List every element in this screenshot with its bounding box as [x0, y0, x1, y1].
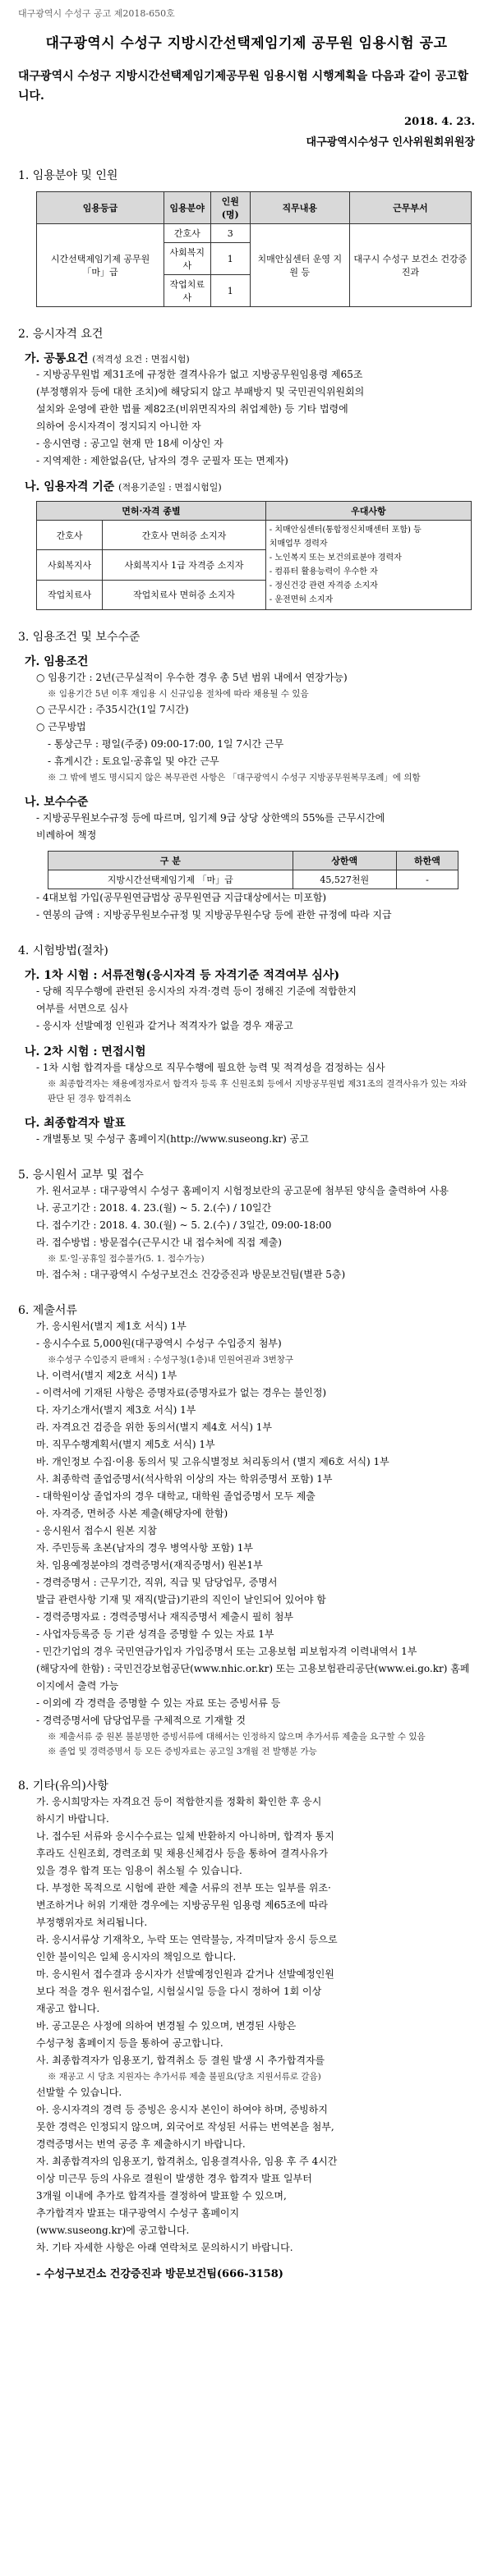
table-cell: 사회복지사: [37, 550, 103, 580]
table-cell: [265, 521, 471, 610]
table-header: 구 분: [48, 852, 293, 870]
text-line: 자. 최종합격자의 임용포기, 합격취소, 임용결격사유, 임용 후 주 4시간: [36, 2156, 338, 2167]
table-header: 근무부서: [349, 192, 471, 224]
table-header: 인원(명): [210, 192, 250, 224]
text-line: 추가합격자 발표는 대구광역시 수성구 홈페이지: [36, 2207, 240, 2219]
table-cell: 간호사: [37, 521, 103, 550]
schedule-line: 가. 원서교부 : 대구광역시 수성구 홈페이지 시험정보란의 공고문에 첨부된 양식을 출력하여 사용: [36, 1185, 449, 1196]
text-line: - 응시자 선발예정 인원과 같거나 적격자가 없을 경우 재공고: [36, 1020, 293, 1031]
schedule-line: 나. 공고기간 : 2018. 4. 23.(월) ~ 5. 2.(수) / 10일간: [36, 1202, 272, 1214]
section-heading: 4. 시험방법(절차): [18, 944, 108, 957]
text-line: 다. 자기소개서(별지 제3호 서식) 1부: [36, 1404, 196, 1416]
text-line: - 경력증명서 : 근무기간, 직위, 직급 및 담당업무, 증명서: [36, 1577, 278, 1588]
text-line: - 개별통보 및 수성구 홈페이지(http://www.suseong.kr) 공고: [36, 1133, 309, 1145]
text-line: - 지역제한 : 제한없음(단, 남자의 경우 군필자 또는 면제자): [36, 455, 288, 466]
table-cell: 1: [210, 275, 250, 307]
subsection-note: (적용기준일 : 면접시험일): [118, 482, 222, 493]
table-cell: 간호사 면허증 소지자: [103, 521, 266, 550]
table-header: 임용등급: [37, 192, 164, 224]
text-line: 사. 최종합격자가 임용포기, 합격취소 등 결원 발생 시 추가합격자를: [36, 2055, 325, 2066]
text-line: - 응시연령 : 공고일 현재 만 18세 이상인 자: [36, 438, 223, 449]
text-line: 아. 자격증, 면허증 사본 제출(해당자에 한함): [36, 1508, 228, 1519]
text-line: 부정행위자로 처리됩니다.: [36, 1917, 148, 1928]
note-line: ※ 제출서류 중 원본 불분명한 증빙서류에 대해서는 인정하지 않으며 추가서류 제출을 요구할 수 있음: [48, 1732, 426, 1742]
table-header: 직무내용: [250, 192, 349, 224]
issuing-agency: 대구광역시수성구 인사위원회위원장: [306, 136, 475, 149]
text-line: 재공고 합니다.: [36, 2003, 100, 2014]
subsection-heading: 가. 임용조건: [25, 655, 89, 668]
table-cell: 시간선택제임기제 공무원「마」급: [37, 224, 164, 307]
text-line: 변조하거나 허위 기재한 경우에는 지방공무원 임용령 제65조에 따라: [36, 1899, 328, 1911]
text-line: - 4대보험 가입(공무원연금법상 공무원연금 지급대상에서는 미포함): [36, 892, 327, 903]
page-title: 대구광역시 수성구 지방시간선택제임기제 공무원 임용시험 공고: [45, 35, 448, 52]
text-line: - 이력서에 기재된 사항은 증명자료(증명자료가 없는 경우는 불인정): [36, 1387, 327, 1398]
section-heading: 1. 임용분야 및 인원: [18, 169, 118, 182]
text-line: - 경력증명서에 담당업무를 구체적으로 기재할 것: [36, 1715, 246, 1726]
preference-item: - 컴퓨터 활용능력이 우수한 자: [269, 567, 378, 576]
text-line: - 1차 시험 합격자를 대상으로 직무수행에 필요한 능력 및 적격성을 검정하는 심사: [36, 1062, 385, 1073]
text-line: 비례하여 책정: [36, 829, 97, 841]
note-line: ※ 토·일·공휴일 접수불가(5. 1. 접수가능): [48, 1254, 205, 1264]
text-line: 마. 응시원서 접수결과 응시자가 선발예정인원과 같거나 선발예정인원: [36, 1968, 334, 1980]
subsection-title: 가. 공통요건: [25, 352, 89, 365]
text-line: 선발할 수 있습니다.: [36, 2087, 122, 2098]
text-line: 후라도 신원조회, 경력조회 및 채용신체검사 등을 통하여 결격사유가: [36, 1848, 329, 1859]
preference-item: - 노인복지 또는 보건의료분야 경력자: [269, 553, 402, 562]
text-line: 설치와 운영에 관한 법률 제82조(비위면직자의 취업제한) 등 기타 법령에: [36, 403, 348, 415]
section-heading: 6. 제출서류: [18, 1304, 77, 1317]
subsection-heading: 다. 최종합격자 발표: [25, 1117, 126, 1130]
subsection-title: 나. 임용자격 기준: [25, 480, 115, 494]
text-line: - 통상근무 : 평일(주중) 09:00-17:00, 1일 7시간 근무: [48, 738, 284, 750]
table-header: 면허·자격 종별: [37, 502, 266, 521]
text-line: 의하여 응시자격이 정지되지 아니한 자: [36, 420, 201, 432]
subsection-heading: 가. 1차 시험 : 서류전형(응시자격 등 자격기준 적격여부 심사): [25, 969, 340, 982]
note-line: ※ 최종합격자는 채용예정자로서 합격자 등록 후 신원조회 등에서 지방공무원법 제31조의 결격사유가 있는 자와: [48, 1079, 468, 1089]
subsection-heading: 나. 보수수준: [25, 796, 89, 809]
note-line: ※수성구 수입증지 판매처 : 수성구청(1층)내 민원여권과 3번창구: [48, 1355, 294, 1365]
preference-item: - 운전면허 소지자: [269, 595, 334, 604]
subsection-heading: [25, 350, 475, 366]
text-line: 나. 접수된 서류와 응시수수료는 일체 반환하지 아니하며, 합격자 통지: [36, 1830, 334, 1842]
section-heading: 8. 기타(유의)사항: [18, 1779, 108, 1793]
subsection-note: (적격성 요건 : 면접시험): [92, 354, 190, 365]
note-line: ※ 졸업 및 경력증명서 등 모든 증빙자료는 공고일 3개월 전 발행분 가능: [48, 1747, 317, 1756]
qualification-table: [36, 501, 472, 610]
text-line: 자. 주민등록 초본(남자의 경우 병역사항 포함) 1부: [36, 1542, 253, 1554]
text-line: 수성구청 홈페이지 등을 통하여 공고합니다.: [36, 2037, 223, 2049]
text-line: 다. 부정한 목적으로 시험에 관한 제출 서류의 전부 또는 일부를 위조·: [36, 1882, 331, 1894]
text-line: - 사업자등록증 등 기관 성격을 증명할 수 있는 자료 1부: [36, 1628, 274, 1640]
text-line: 차. 임용예정분야의 경력증명서(재직증명서) 원본1부: [36, 1559, 263, 1571]
text-line: - 대학원이상 졸업자의 경우 대학교, 대학원 졸업증명서 모두 제출: [36, 1490, 316, 1502]
table-header: 우대사항: [265, 502, 471, 521]
text-line: 바. 개인정보 수집·이용 동의서 및 고유식별정보 처리동의서 (별지 제6호 서식) 1부: [36, 1456, 389, 1467]
text-line: ○ 근무시간 : 주35시간(1일 7시간): [36, 704, 189, 715]
text-line: 발급 관련사항 기재 및 재직(발급)기관의 직인이 날인되어 있어야 함: [36, 1594, 326, 1605]
table-cell: 간호사: [164, 224, 210, 243]
text-line: 보다 적을 경우 원서접수일, 시험실시일 등을 다시 정하여 1회 이상: [36, 1986, 322, 1997]
table-header: 하한액: [396, 852, 458, 870]
position-table: [36, 191, 472, 307]
subsection-heading: 나. 2차 시험 : 면접시험: [25, 1045, 146, 1058]
notice-date: 2018. 4. 23.: [404, 116, 475, 128]
schedule-line: 마. 접수처 : 대구광역시 수성구보건소 건강증진과 방문보건팀(별관 5층): [36, 1269, 346, 1280]
text-line: 가. 응시희망자는 자격요건 등이 적합한지를 정확히 확인한 후 응시: [36, 1796, 322, 1807]
section-heading: 5. 응시원서 교부 및 접수: [18, 1169, 144, 1182]
table-cell: -: [396, 870, 458, 889]
subsection-heading: [25, 478, 475, 494]
text-line: - 당해 직무수행에 관련된 응시자의 자격·경력 등이 정해진 기준에 적합한지: [36, 985, 357, 997]
document-reference: 대구광역시 수성구 공고 제2018-650호: [18, 8, 175, 19]
table-cell: 지방시간선택제임기제 「마」급: [48, 870, 293, 889]
text-line: (해당자에 한함) : 국민건강보험공단(www.nhic.or.kr) 또는 고용보험관리공단(www.ei.go.kr) 홈페이지에서 출력 가능: [36, 1663, 470, 1692]
text-line: 아. 응시자격의 경력 등 증빙은 응시자 본인이 하여야 하며, 증빙하지: [36, 2104, 328, 2115]
text-line: 차. 기타 자세한 사항은 아래 연락처로 문의하시기 바랍니다.: [36, 2242, 293, 2253]
table-cell: 3: [210, 224, 250, 243]
text-line: 이상 미근무 등의 사유로 결원이 발생한 경우 합격자 발표 일부터: [36, 2173, 312, 2184]
note-line: 판단 된 경우 합격취소: [48, 1094, 131, 1104]
text-line: 라. 자격요건 검증을 위한 동의서(별지 제4호 서식) 1부: [36, 1421, 272, 1433]
note-line: ※ 재공고 시 당초 지원자는 추가서류 제출 불필요(당초 지원서류로 갈음): [48, 2072, 321, 2082]
text-line: ○ 근무방법: [36, 721, 86, 732]
text-line: 3개월 이내에 추가로 합격자를 결정하여 발표할 수 있으며,: [36, 2190, 287, 2202]
preference-item: 치매업무 경력자: [269, 540, 328, 549]
text-line: 여부를 서면으로 심사: [36, 1003, 128, 1014]
table-cell: 대구시 수성구 보건소 건강증진과: [349, 224, 471, 307]
text-line: 가. 응시원서(별지 제1호 서식) 1부: [36, 1320, 187, 1332]
preference-item: - 정신건강 관련 자격증 소지자: [269, 581, 378, 590]
table-header: 상한액: [293, 852, 396, 870]
text-line: 있을 경우 합격 또는 임용이 취소될 수 있습니다.: [36, 1865, 242, 1876]
text-line: ○ 임용기간 : 2년(근무실적이 우수한 경우 총 5년 범위 내에서 연장가능): [36, 672, 348, 683]
text-line: 나. 이력서(별지 제2호 서식) 1부: [36, 1370, 177, 1381]
table-cell: 작업치료사 면허증 소지자: [103, 580, 266, 609]
text-line: 라. 응시서류상 기재착오, 누락 또는 연락불능, 자격미달자 응시 등으로: [36, 1934, 338, 1945]
table-cell: 1: [210, 243, 250, 275]
text-line: - 경력증명자료 : 경력증명서나 재직증명서 제출시 필히 첨부: [36, 1611, 294, 1623]
text-line: - 지방공무원보수규정 등에 따르며, 임기제 9급 상당 상한액의 55%를 근무시간에: [36, 812, 385, 824]
table-cell: 사회복지사 1급 자격증 소지자: [103, 550, 266, 580]
text-line: 바. 공고문은 사정에 의하여 변경될 수 있으며, 변경된 사항은: [36, 2020, 297, 2032]
schedule-line: 라. 접수방법 : 방문접수(근무시간 내 접수처에 직접 제출): [36, 1237, 282, 1248]
text-line: 못한 경력은 인정되지 않으며, 외국어로 작성된 서류는 번역본을 첨부,: [36, 2121, 334, 2133]
table-cell: 작업치료사: [164, 275, 210, 307]
schedule-line: 다. 접수기간 : 2018. 4. 30.(월) ~ 5. 2.(수) / 3일간, 09:00-18:00: [36, 1219, 332, 1231]
contact-info: - 수성구보건소 건강증진과 방문보건팀(666-3158): [36, 2268, 283, 2280]
table-cell: 치매안심센터 운영 지원 등: [250, 224, 349, 307]
text-line: - 휴게시간 : 토요일·공휴일 및 야간 근무: [48, 755, 219, 767]
text-line: (부정행위자 등에 대한 조치)에 해당되지 않고 부패방지 및 국민권익위원회의: [36, 386, 365, 397]
table-cell: 45,527천원: [293, 870, 396, 889]
text-line: - 응시수수료 5,000원(대구광역시 수성구 수입증지 첨부): [36, 1338, 282, 1349]
text-line: 하시기 바랍니다.: [36, 1813, 109, 1825]
text-line: - 이외에 각 경력을 증명할 수 있는 자료 또는 증빙서류 등: [36, 1697, 281, 1709]
table-cell: 작업치료사: [37, 580, 103, 609]
text-line: (www.suseong.kr)에 공고합니다.: [36, 2225, 190, 2236]
text-line: - 응시원서 접수시 원본 지참: [36, 1525, 157, 1536]
table-cell: 사회복지사: [164, 243, 210, 275]
note-line: ※ 그 밖에 별도 명시되지 않은 복무관련 사항은 「대구광역시 수성구 지방공무원복무조례」에 의함: [48, 773, 421, 783]
text-line: - 지방공무원법 제31조에 규정한 결격사유가 없고 지방공무원임용령 제65조: [36, 369, 363, 380]
text-line: - 민간기업의 경우 국민연금가입자 가입증명서 또는 고용보험 피보험자격 이력내역서 1부: [36, 1646, 417, 1657]
preference-item: - 치매안심센터(통합정신치매센터 포함) 등: [269, 526, 422, 535]
intro-text: 대구광역시 수성구 지방시간선택제임기제공무원 임용시험 시행계획을 다음과 같이 공고합니다.: [18, 70, 469, 103]
text-line: 사. 최종학력 졸업증명서(석사학위 이상의 자는 학위증명서 포함) 1부: [36, 1473, 333, 1485]
text-line: 인한 불이익은 일체 응시자의 책임으로 합니다.: [36, 1951, 237, 1963]
text-line: 경력증명서는 번역 공증 후 제출하시기 바랍니다.: [36, 2138, 246, 2150]
section-heading: 3. 임용조건 및 보수수준: [18, 631, 141, 644]
note-line: ※ 임용기간 5년 이후 재임용 시 신규임용 절차에 따라 채용될 수 있음: [48, 689, 309, 699]
table-header: 임용분야: [164, 192, 210, 224]
text-line: - 연봉의 금액 : 지방공무원보수규정 및 지방공무원수당 등에 관한 규정에 따라 지급: [36, 909, 392, 921]
text-line: 마. 직무수행계획서(별지 제5호 서식) 1부: [36, 1439, 215, 1450]
section-heading: 2. 응시자격 요건: [18, 328, 104, 341]
salary-table: [48, 851, 458, 889]
